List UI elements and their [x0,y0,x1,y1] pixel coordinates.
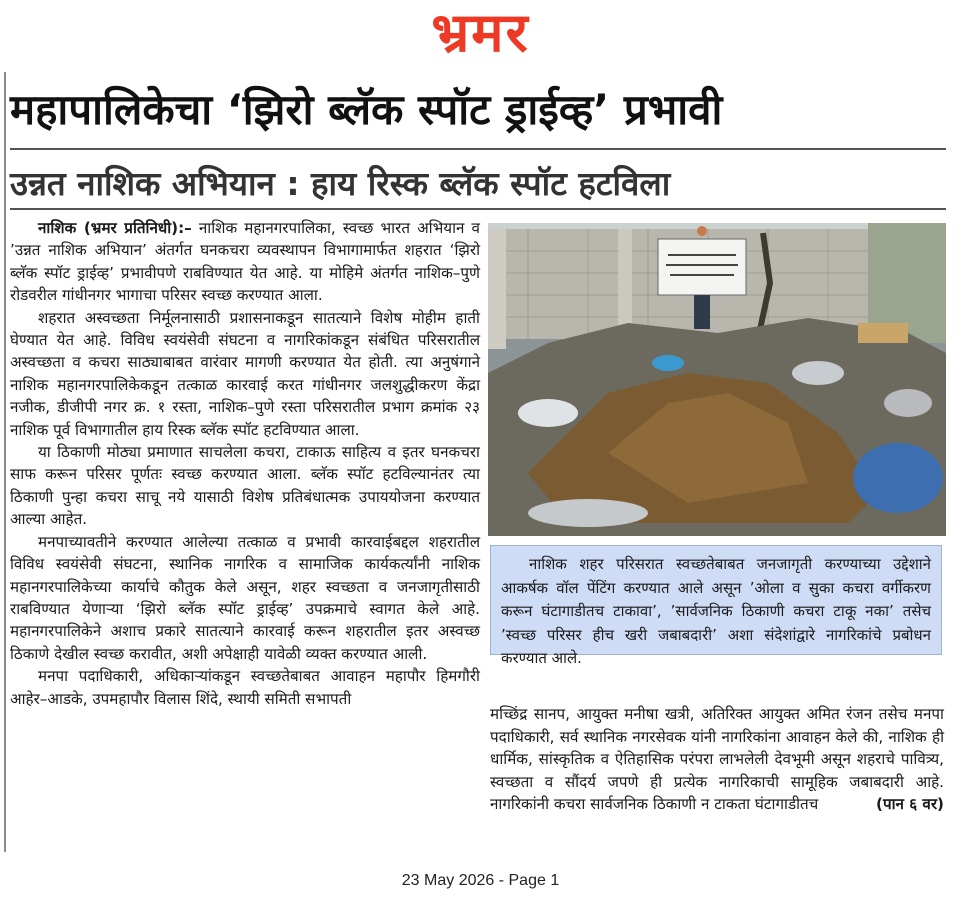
news-photo-garbage-spot [488,223,946,536]
article-paragraph: नाशिक (भ्रमर प्रतिनिधी):– नाशिक महानगरपालिका, स्वच्छ भारत अभियान व ’उन्नत नाशिक अभियान’ अंतर्गत घनकचरा व्यवस्थापन विभागामार्फत शहरात ‘झिरो ब्लॅक स्पॉट ड्राईव्ह’ प्रभावीपणे राबविण्यात येत आहे. या मोहिमे अंतर्गत नाशिक–पुणे रोडवरील गांधीनगर भागाचा परिसर स्वच्छ करण्यात आला. [10,219,480,305]
article-paragraph: शहरात अस्वच्छता निर्मूलनासाठी प्रशासनाकडून सातत्याने विशेष मोहीम हाती घेण्यात येत आहे. विविध स्वयंसेवी संघटना व नागरिकांकडून संबंधित परिसरातील अस्वच्छता व कचरा साठ्याबाबत वारंवार मागणी करण्यात येत होती. त्या अनुषंगाने नाशिक महानगरपालिकेकडून तत्काळ कारवाई करत गांधीनगर जलशुद्धीकरण केंद्रा नजीक, डीजीपी नगर क्र. १ रस्ता, नाशिक–पुणे रस्ता परिसरातील प्रभाग क्रमांक २३ नाशिक पूर्व विभागातील हाय रिस्क ब्लॅक स्पॉट हटविण्यात आला. [10,308,480,439]
masthead [0,0,961,70]
subhead-divider [10,208,946,210]
caption-text: नाशिक शहर परिसरात स्वच्छतेबाबत जनजागृती करण्याच्या उद्देशाने आकर्षक वॉल पेंटिंग करण्यात आले असून ’ओला व सुका कचरा वर्गीकरण करून घंटागाडीतच टाकावा’, ’सार्वजनिक ठिकाणी कचरा टाकू नका’ तसेच ’स्वच्छ परिसर हीच खरी जबाबदारी’ अशा संदेशांद्वारे नागरिकांचे प्रबोधन करण्यात आले. [501,555,931,668]
page-footer: 23 May 2026 - Page 1 [401,872,560,889]
article-right-column [490,703,944,816]
article-paragraph: या ठिकाणी मोठ्या प्रमाणात साचलेला कचरा, टाकाऊ साहित्य व इतर घनकचरा साफ करून परिसर पूर्णतः स्वच्छ करण्यात आला. ब्लॅक स्पॉट हटविल्यानंतर त्या ठिकाणी पुन्हा कचरा साचू नये यासाठी विशेष प्रतिबंधात्मक उपाययोजना करण्यात आल्या आहेत. [10,443,480,529]
photo-caption [490,545,942,668]
subheadline: उन्नत नाशिक अभियान : हाय रिस्क ब्लॅक स्पॉट हटविला [10,164,671,203]
article-continuation: मच्छिंद्र सानप, आयुक्त मनीषा खत्री, अतिरिक्त आयुक्त अमित रंजन तसेच मनपा पदाधिकारी, सर्व स्थानिक नगरसेवक यांनी नागरिकांना आवाहन केले की, नाशिक ही धार्मिक, सांस्कृतिक व ऐतिहासिक परंपरा लाभलेली देवभूमी असून शहराचे पावित्र्य, स्वच्छता व सौंदर्य जपणे ही प्रत्येक नागरिकाची सामूहिक जबाबदारी आहे. नागरिकांनी कचरा सार्वजनिक ठिकाणी न टाकता घंटागाडीतच [490,705,944,814]
article-paragraph: मनपा पदाधिकारी, अधिकाऱ्यांकडून स्वच्छतेबाबत आवाहन महापौर हिमगौरी आहेर–आडके, उपमहापौर विलास शिंदे, स्थायी समिती सभापती [10,667,480,708]
article-paragraph: मनपाच्यावतीने करण्यात आलेल्या तत्काळ व प्रभावी कारवाईबद्दल शहरातील विविध स्वयंसेवी संघटना, स्थानिक नागरिक व सामाजिक कार्यकर्त्यांनी नाशिक महानगरपालिकेच्या कार्याचे कौतुक केले असून, शहर स्वच्छता व जनजागृतीसाठी राबविण्यात येणाऱ्या ‘झिरो ब्लॅक स्पॉट ड्राईव्ह’ उपक्रमाचे स्वागत केले आहे. महानगरपालिकेने अशाच प्रकारे सातत्याने कारवाई करून शहरातील इतर अस्वच्छ ठिकाणे देखील स्वच्छ करावीत, अशी अपेक्षाही यावेळी व्यक्त करण्यात आली. [10,532,480,663]
jump-to-page: (पान ६ वर) [876,795,944,814]
headline: महापालिकेचा ‘झिरो ब्लॅक स्पॉट ड्राईव्ह’ प्रभावी [10,85,723,134]
article-left-column [10,217,480,710]
left-border-rule [4,72,6,852]
headline-divider [10,148,946,150]
newspaper-logo: भ्रमर [431,1,530,64]
dateline: नाशिक (भ्रमर प्रतिनिधी):– [38,219,192,237]
